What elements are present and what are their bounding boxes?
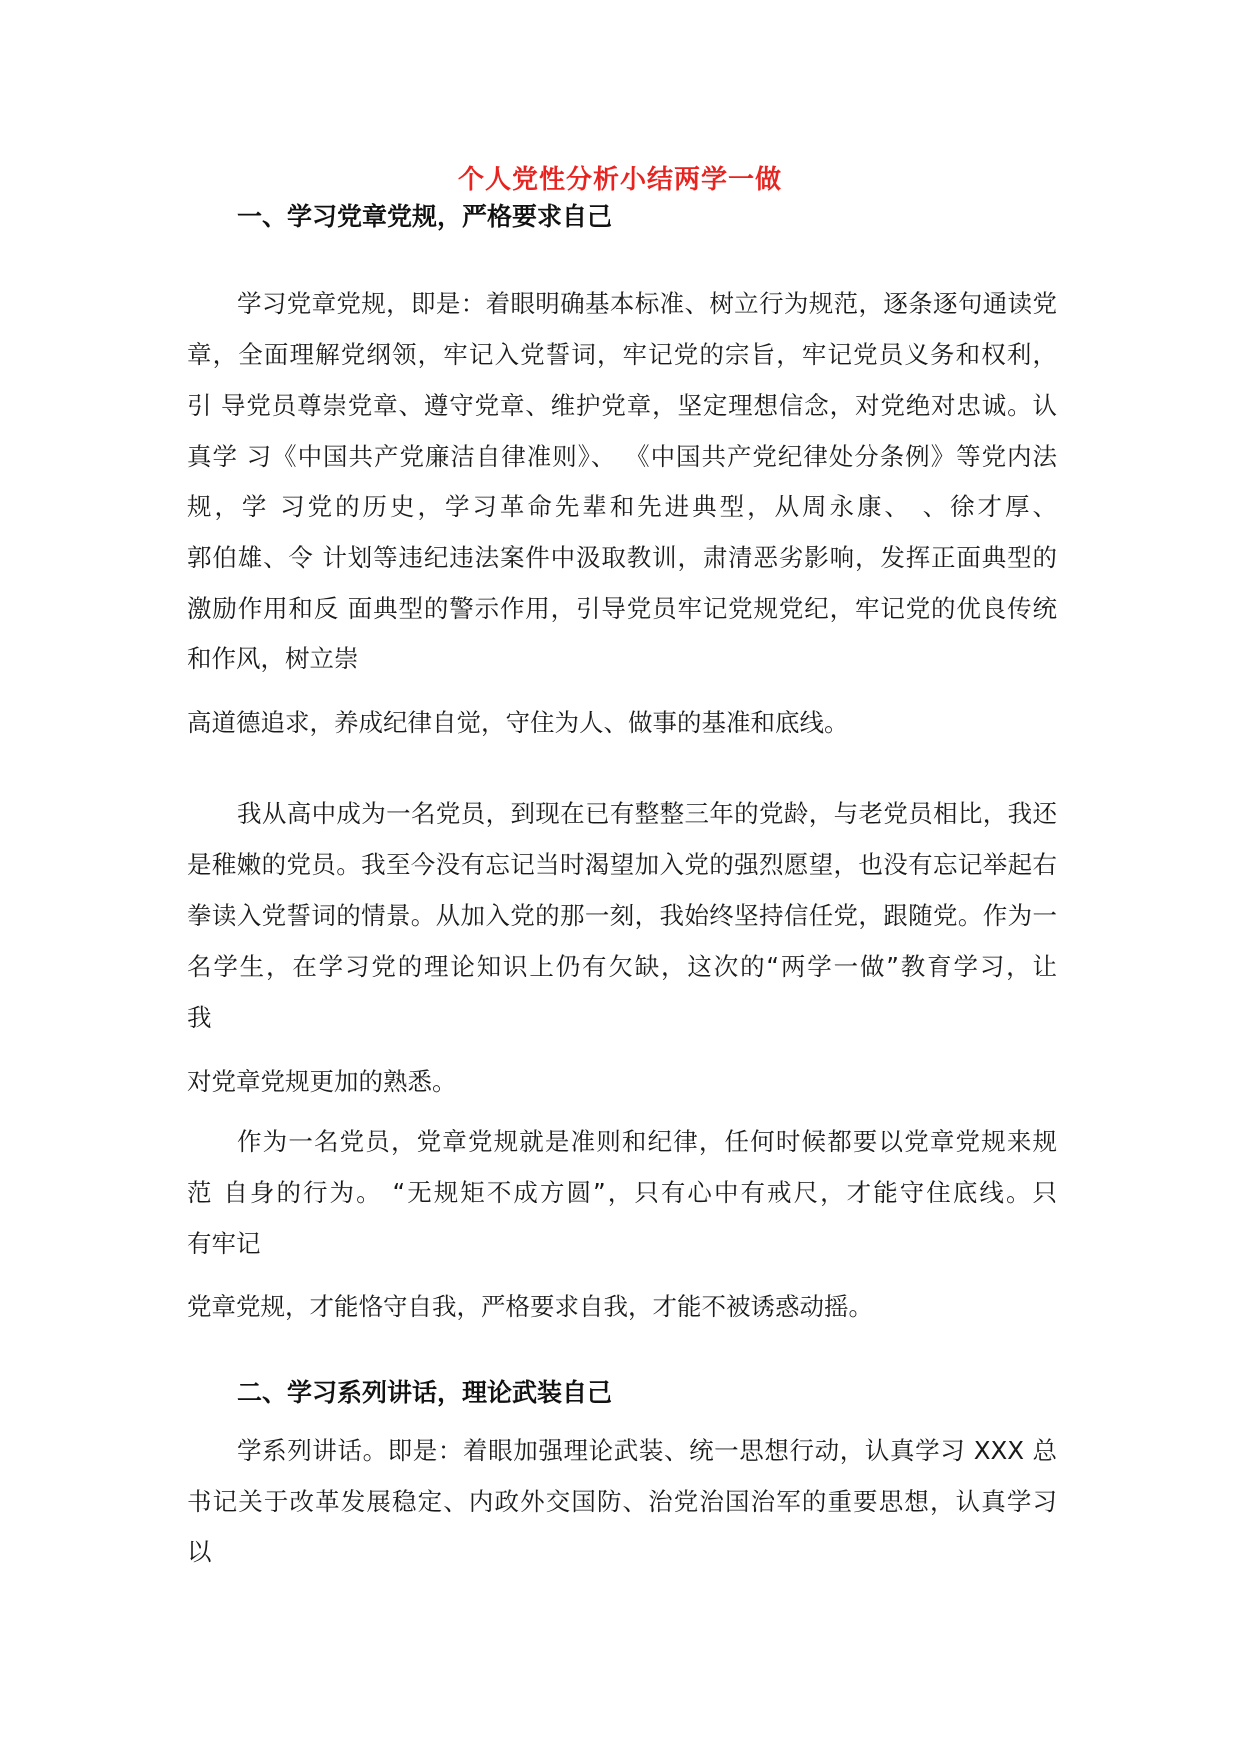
- paragraph-line: 我: [187, 1003, 212, 1032]
- section-heading-1: 一、学习党章党规，严格要求自己: [237, 202, 613, 231]
- paragraph-line: 作为一名党员，党章党规就是准则和纪律，任何时候都要以党章党规来规: [237, 1127, 1057, 1156]
- paragraph-line: 高道德追求，养成纪律自觉，守住为人、做事的基准和底线。: [187, 708, 849, 737]
- document-title: 个人党性分析小结两学一做: [457, 165, 782, 195]
- paragraph-line: 章，全面理解党纲领，牢记入党誓词，牢记党的宗旨，牢记党员义务和权利，: [187, 340, 1057, 369]
- paragraph-line: 是稚嫩的党员。我至今没有忘记当时渴望加入党的强烈愿望，也没有忘记举起右: [187, 850, 1057, 879]
- paragraph-line: 我从高中成为一名党员，到现在已有整整三年的党龄，与老党员相比，我还: [237, 799, 1057, 828]
- section-heading-2: 二、学习系列讲话，理论武装自己: [237, 1378, 613, 1407]
- paragraph-line: 激励作用和反 面典型的警示作用，引导党员牢记党规党纪，牢记党的优良传统: [187, 594, 1057, 623]
- paragraph-line: 学系列讲话。即是：着眼加强理论武装、统一思想行动，认真学习 XXX 总: [237, 1436, 1057, 1465]
- paragraph-line: 规，学 习党的历史，学习革命先辈和先进典型，从周永康、 、徐才厚、: [187, 492, 1057, 521]
- paragraph-line: 拳读入党誓词的情景。从加入党的那一刻，我始终坚持信任党，跟随党。作为一: [187, 901, 1057, 930]
- paragraph-line: 对党章党规更加的熟悉。: [187, 1067, 457, 1096]
- paragraph-line: 范 自身的行为。 “无规矩不成方圆”，只有心中有戒尺，才能守住底线。只: [187, 1178, 1057, 1207]
- paragraph-line: 引 导党员尊崇党章、遵守党章、维护党章，坚定理想信念，对党绝对忠诚。认: [187, 391, 1057, 420]
- paragraph-line: 学习党章党规，即是：着眼明确基本标准、树立行为规范，逐条逐句通读党: [237, 289, 1057, 318]
- paragraph-line: 名学生，在学习党的理论知识上仍有欠缺，这次的“两学一做”教育学习，让: [187, 952, 1057, 981]
- paragraph-line: 真学 习《中国共产党廉洁自律准则》、 《中国共产党纪律处分条例》等党内法: [187, 442, 1057, 471]
- paragraph-line: 以: [187, 1537, 212, 1566]
- paragraph-line: 有牢记: [187, 1229, 261, 1258]
- paragraph-line: 郭伯雄、令 计划等违纪违法案件中汲取教训，肃清恶劣影响，发挥正面典型的: [187, 543, 1057, 572]
- paragraph-line: 党章党规，才能恪守自我，严格要求自我，才能不被诱惑动摇。: [187, 1292, 873, 1321]
- paragraph-line: 和作风，树立崇: [187, 644, 359, 673]
- paragraph-line: 书记关于改革发展稳定、内政外交国防、治党治国治军的重要思想，认真学习: [187, 1487, 1057, 1516]
